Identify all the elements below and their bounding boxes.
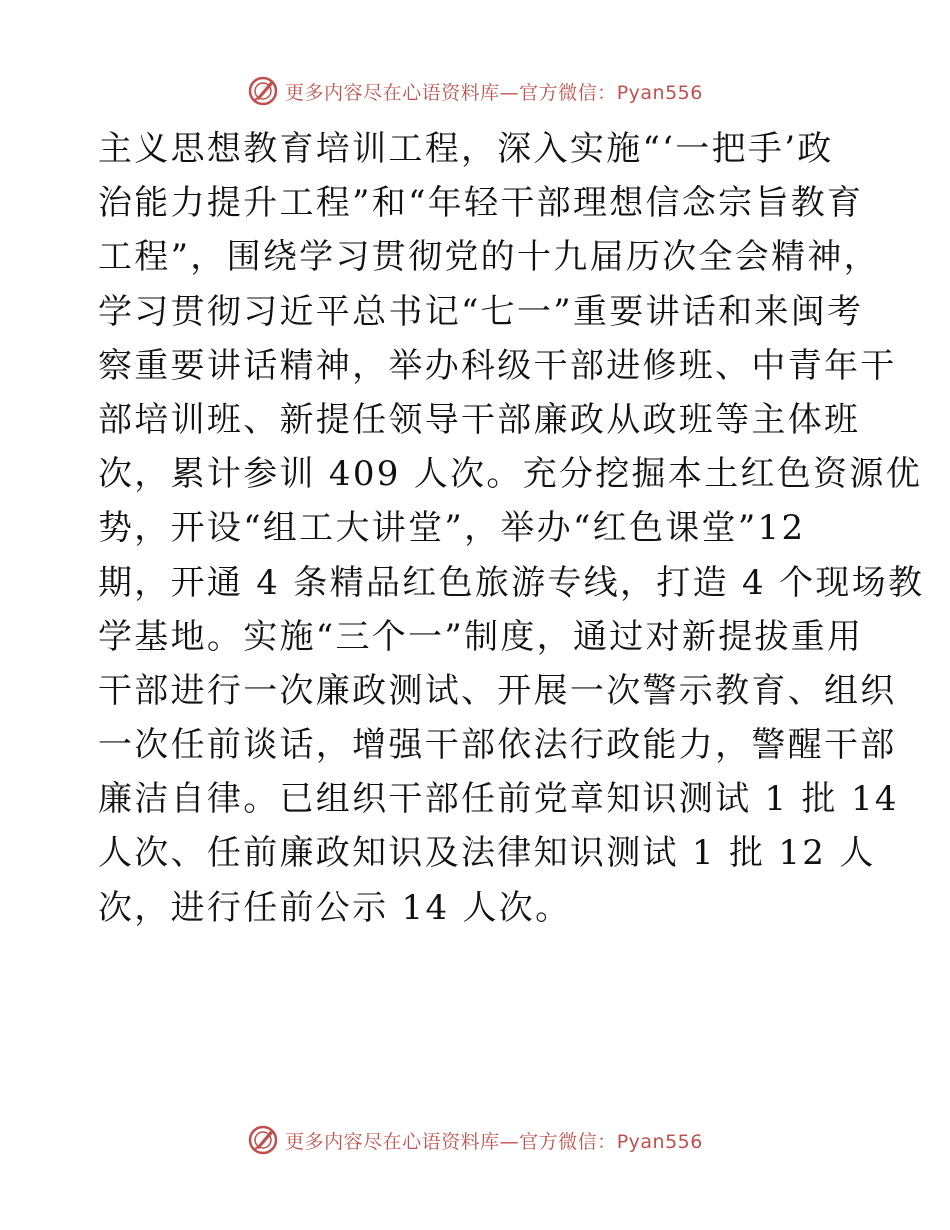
header-banner-text (285, 78, 703, 105)
footer-contact-id: Pyan556 (616, 1130, 703, 1153)
text-line: 廉洁自律。已组织干部任前党章知识测试 1 批 14 (98, 779, 899, 820)
text-line: 次，进行任前公示 14 人次。 (98, 887, 572, 928)
header-brand: 更多内容尽在心语资料库 (285, 81, 500, 104)
footer-contact-label: 官方微信： (519, 1130, 617, 1153)
footer-banner (0, 1120, 950, 1160)
header-contact-id: Pyan556 (616, 81, 703, 104)
text-line: 工程”，围绕学习贯彻党的十九届历次全会精神， (98, 237, 880, 278)
text-line: 部培训班、新提任领导干部廉政从政班等主体班 (98, 399, 861, 440)
text-line: 治能力提升工程”和“年轻干部理想信念宗旨教育 (98, 183, 864, 224)
text-line: 人次、任前廉政知识及法律知识测试 1 批 12 人 (98, 833, 876, 874)
text-line: 学基地。实施“三个一”制度，通过对新提拔重用 (98, 616, 864, 657)
text-line: 次，累计参训 409 人次。充分挖掘本土红色资源优 (98, 454, 923, 495)
header-separator: — (499, 81, 520, 104)
footer-banner-text (285, 1127, 703, 1154)
text-line: 干部进行一次廉政测试、开展一次警示教育、组织 (98, 670, 897, 711)
text-line: 期，开通 4 条精品红色旅游专线，打造 4 个现场教 (98, 562, 925, 603)
footer-separator: — (499, 1130, 520, 1153)
text-line: 一次任前谈话，增强干部依法行政能力，警醒干部 (98, 725, 897, 766)
document-body (98, 122, 925, 935)
quill-seal-logo-icon (247, 75, 279, 107)
text-line: 势，开设“组工大讲堂”，举办“红色课堂”12 (98, 508, 806, 549)
text-line: 主义思想教育培训工程，深入实施“‘一把手’政 (98, 129, 834, 169)
header-banner (0, 71, 950, 111)
quill-seal-logo-icon (247, 1124, 279, 1156)
text-line: 察重要讲话精神，举办科级干部进修班、中青年干 (98, 345, 897, 386)
text-line: 学习贯彻习近平总书记“七一”重要讲话和来闽考 (98, 291, 864, 332)
footer-brand: 更多内容尽在心语资料库 (285, 1130, 500, 1153)
header-contact-label: 官方微信： (519, 81, 617, 104)
